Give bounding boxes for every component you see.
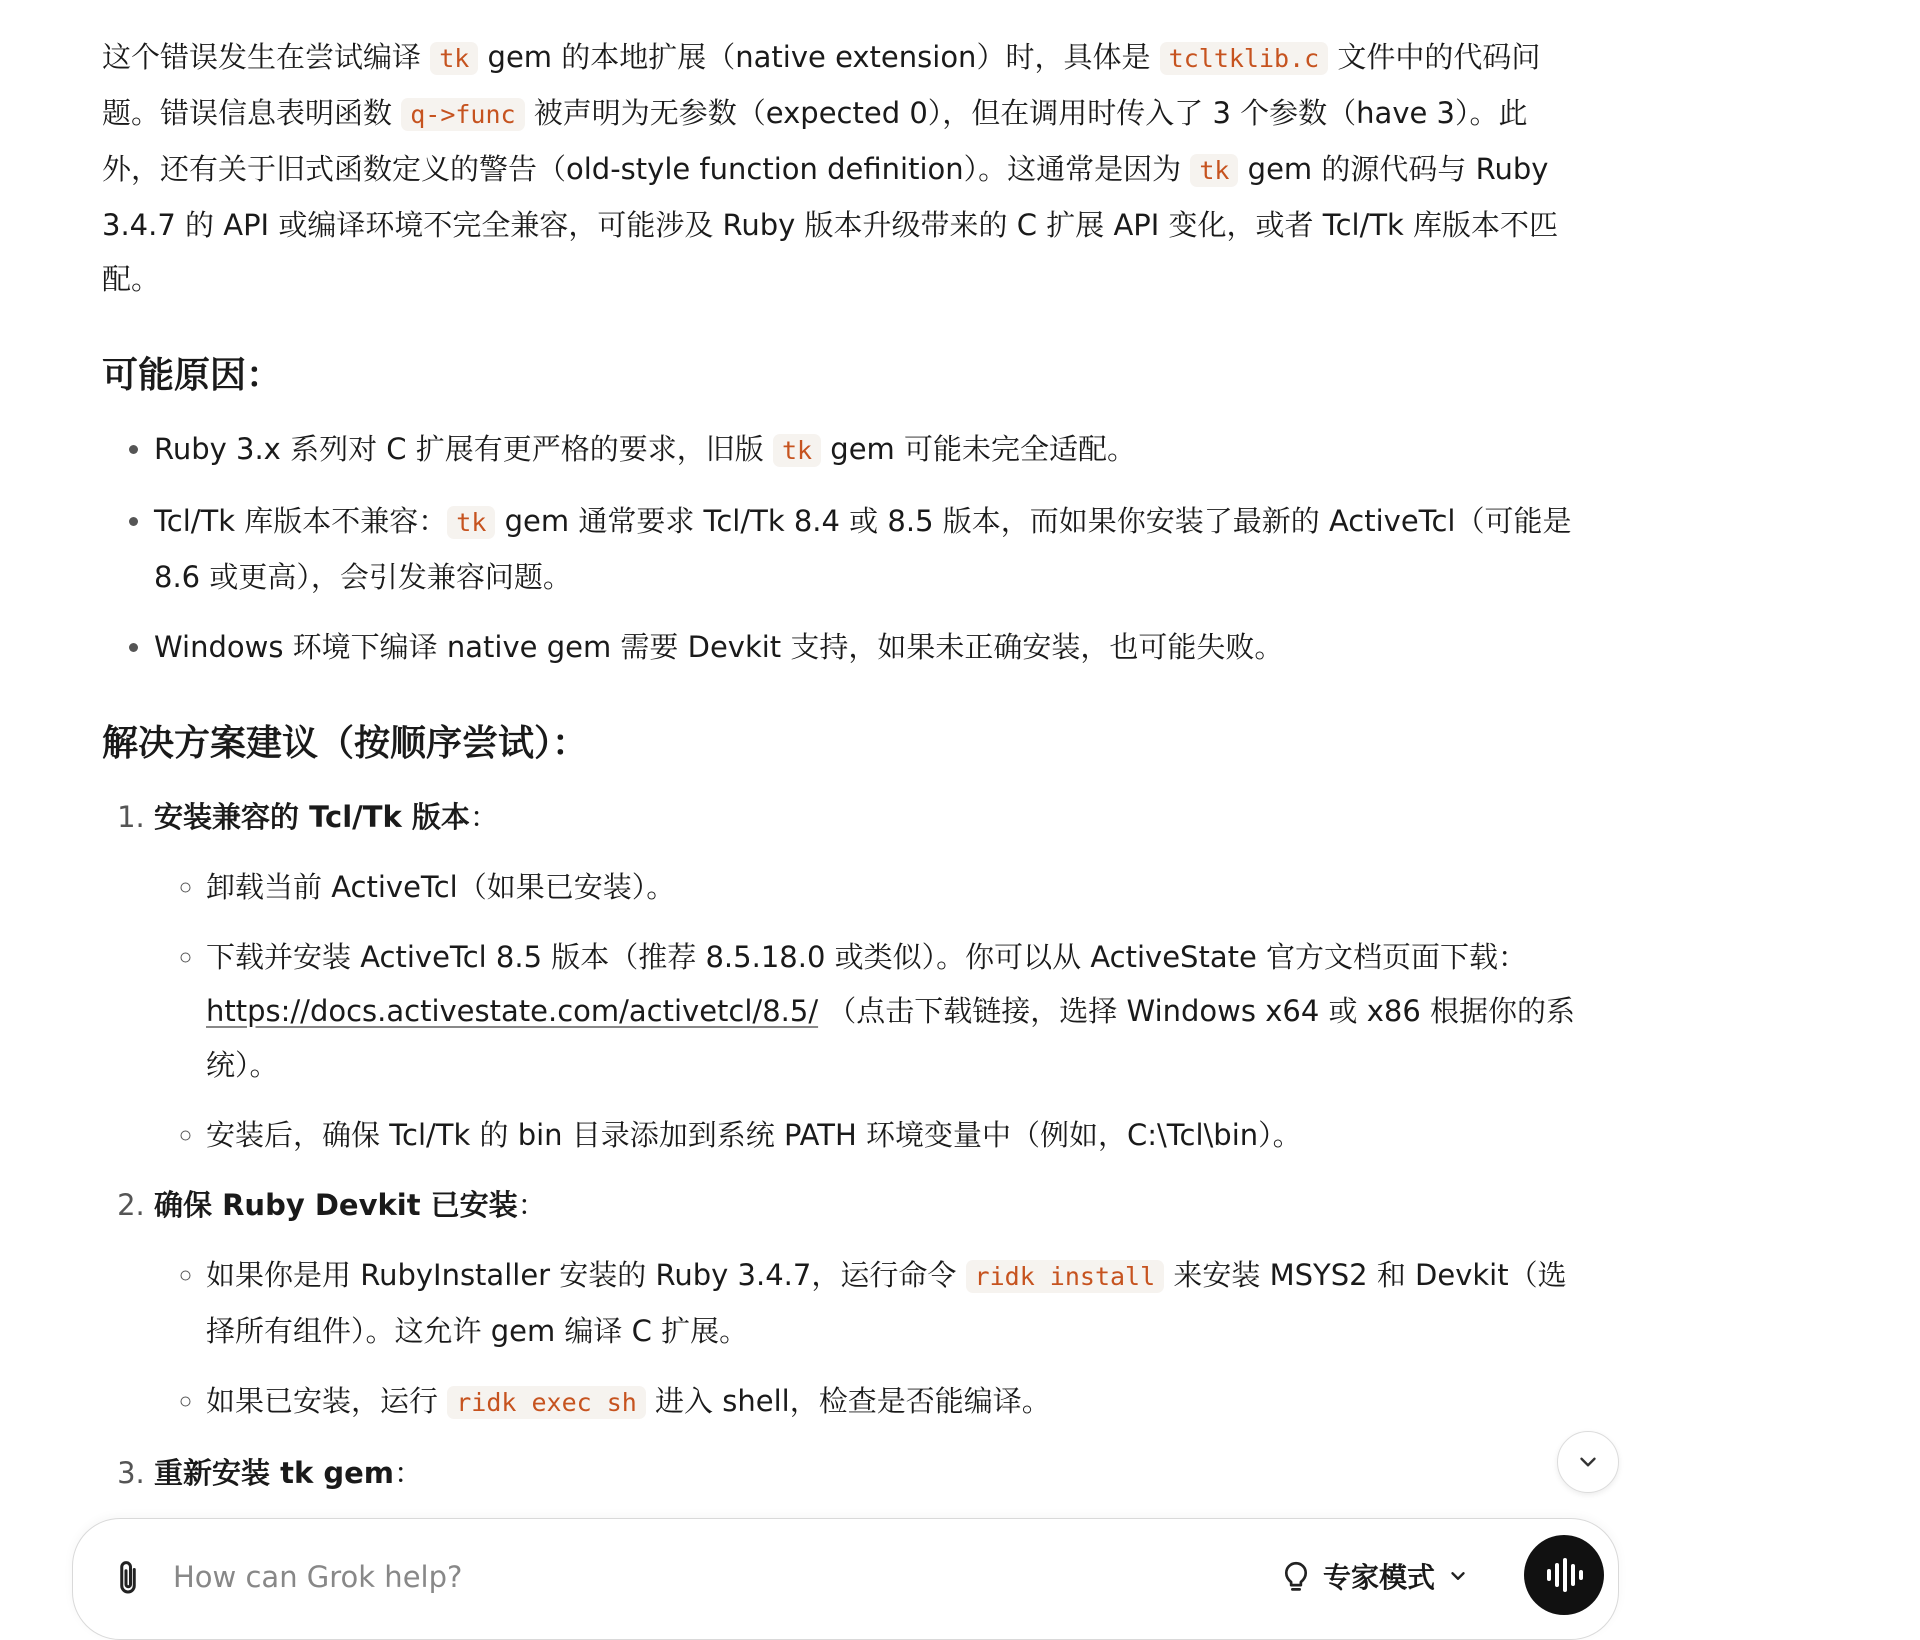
text-span: 进入 shell，检查是否能编译。 xyxy=(645,1384,1051,1418)
text-span: 下载并安装 ActiveTcl 8.5 版本（推荐 8.5.18.0 或类似）。你可以从 ActiveState 官方文档页面下载： xyxy=(206,940,1528,974)
text-span: gem 的本地扩展（native extension）时，具体是 xyxy=(478,40,1160,74)
list-item: ◦ 安装后，确保 Tcl/Tk 的 bin 目录添加到系统 PATH 环境变量中（例如，C:\Tcl\bin）。 xyxy=(206,1108,1582,1162)
inline-code: q->func xyxy=(401,98,524,131)
inline-code: tk xyxy=(447,506,495,539)
text-span: Tcl/Tk 库版本不兼容： xyxy=(154,504,448,538)
step-title: 重新安装 tk gem xyxy=(154,1456,394,1490)
text-span: 如果你是用 RubyInstaller 安装的 Ruby 3.4.7，运行命令 xyxy=(206,1258,966,1292)
step-bullets xyxy=(154,860,1582,1162)
text-span: ： xyxy=(517,1188,547,1222)
text-span: 如果已安装，运行 xyxy=(206,1384,448,1418)
text-span: ： xyxy=(394,1456,424,1490)
scroll-down-button[interactable] xyxy=(1557,1431,1619,1493)
causes-list xyxy=(102,422,1582,674)
text-span: 来安装 MSYS2 和 Devkit（选择所有组件）。这允许 gem 编译 C 扩展。 xyxy=(206,1258,1567,1348)
list-item xyxy=(206,1374,1582,1430)
inline-code: tk xyxy=(1190,154,1238,187)
step-title: 安装兼容的 Tcl/Tk 版本 xyxy=(154,800,470,834)
list-item xyxy=(206,1248,1582,1358)
text-span: Ruby 3.x 系列对 C 扩展有更严格的要求，旧版 xyxy=(154,432,773,466)
prompt-input[interactable] xyxy=(171,1551,975,1603)
mode-label: 专家模式 xyxy=(1323,1561,1436,1594)
inline-code: tcltklib.c xyxy=(1160,42,1329,75)
intro-paragraph xyxy=(102,30,1582,306)
text-span: gem 可能未完全适配。 xyxy=(821,432,1137,466)
chevron-down-icon xyxy=(1447,1565,1469,1587)
step-bullets xyxy=(154,1248,1582,1430)
list-item xyxy=(154,422,1582,478)
inline-code: tk xyxy=(430,42,478,75)
step-item xyxy=(154,790,1582,1162)
solutions-list xyxy=(102,790,1582,1500)
lightbulb-icon xyxy=(1281,1559,1311,1593)
inline-code: ridk install xyxy=(966,1260,1165,1293)
text-span: gem 通常要求 Tcl/Tk 8.4 或 8.5 版本，而如果你安装了最新的 ActiveTcl（可能是 8.6 或更高），会引发兼容问题。 xyxy=(154,504,1572,594)
voice-waveform-icon xyxy=(1542,1555,1586,1595)
voice-mode-button[interactable] xyxy=(1524,1535,1604,1615)
step-title: 确保 Ruby Devkit 已安装 xyxy=(154,1188,518,1222)
composer xyxy=(72,1518,1619,1640)
text-span: （点击下载链接，选择 Windows x64 或 x86 根据你的系统）。 xyxy=(206,994,1575,1082)
step-item xyxy=(154,1178,1582,1430)
text-span: gem 的源代码与 Ruby 3.4.7 的 API 或编译环境不完全兼容，可能涉及 Ruby 版本升级带来的 C 扩展 API 变化，或者 Tcl/Tk 库版本不匹配。 xyxy=(102,152,1559,296)
list-item: • Windows 环境下编译 native gem 需要 Devkit 支持，如果未正确安装，也可能失败。 xyxy=(154,620,1582,674)
chat-message xyxy=(102,30,1582,1516)
inline-code: ridk exec sh xyxy=(447,1386,646,1419)
list-item xyxy=(154,494,1582,604)
attach-button[interactable] xyxy=(113,1557,143,1597)
text-span: 被声明为无参数（expected 0），但在调用时传入了 3 个参数（have 3）。此外，还有关于旧式函数定义的警告（old-style function definition）。这通常是因为 xyxy=(102,96,1528,186)
inline-code: tk xyxy=(773,434,821,467)
causes-heading: 可能原因： xyxy=(102,355,283,396)
mode-selector[interactable] xyxy=(1281,1549,1469,1603)
chevron-down-icon xyxy=(1575,1449,1601,1475)
text-span: 文件中的代码问题。错误信息表明函数 xyxy=(102,40,1541,130)
paperclip-icon xyxy=(113,1557,143,1597)
list-item: ◦ 卸载当前 ActiveTcl（如果已安装）。 xyxy=(206,860,1582,914)
step-item xyxy=(154,1446,1582,1500)
activetcl-docs-link[interactable]: https://docs.activestate.com/activetcl/8.5/ xyxy=(206,994,819,1028)
text-span: ： xyxy=(469,800,499,834)
list-item xyxy=(206,930,1582,1092)
solutions-heading: 解决方案建议（按顺序尝试）： xyxy=(102,723,589,764)
text-span: 这个错误发生在尝试编译 xyxy=(102,40,431,74)
